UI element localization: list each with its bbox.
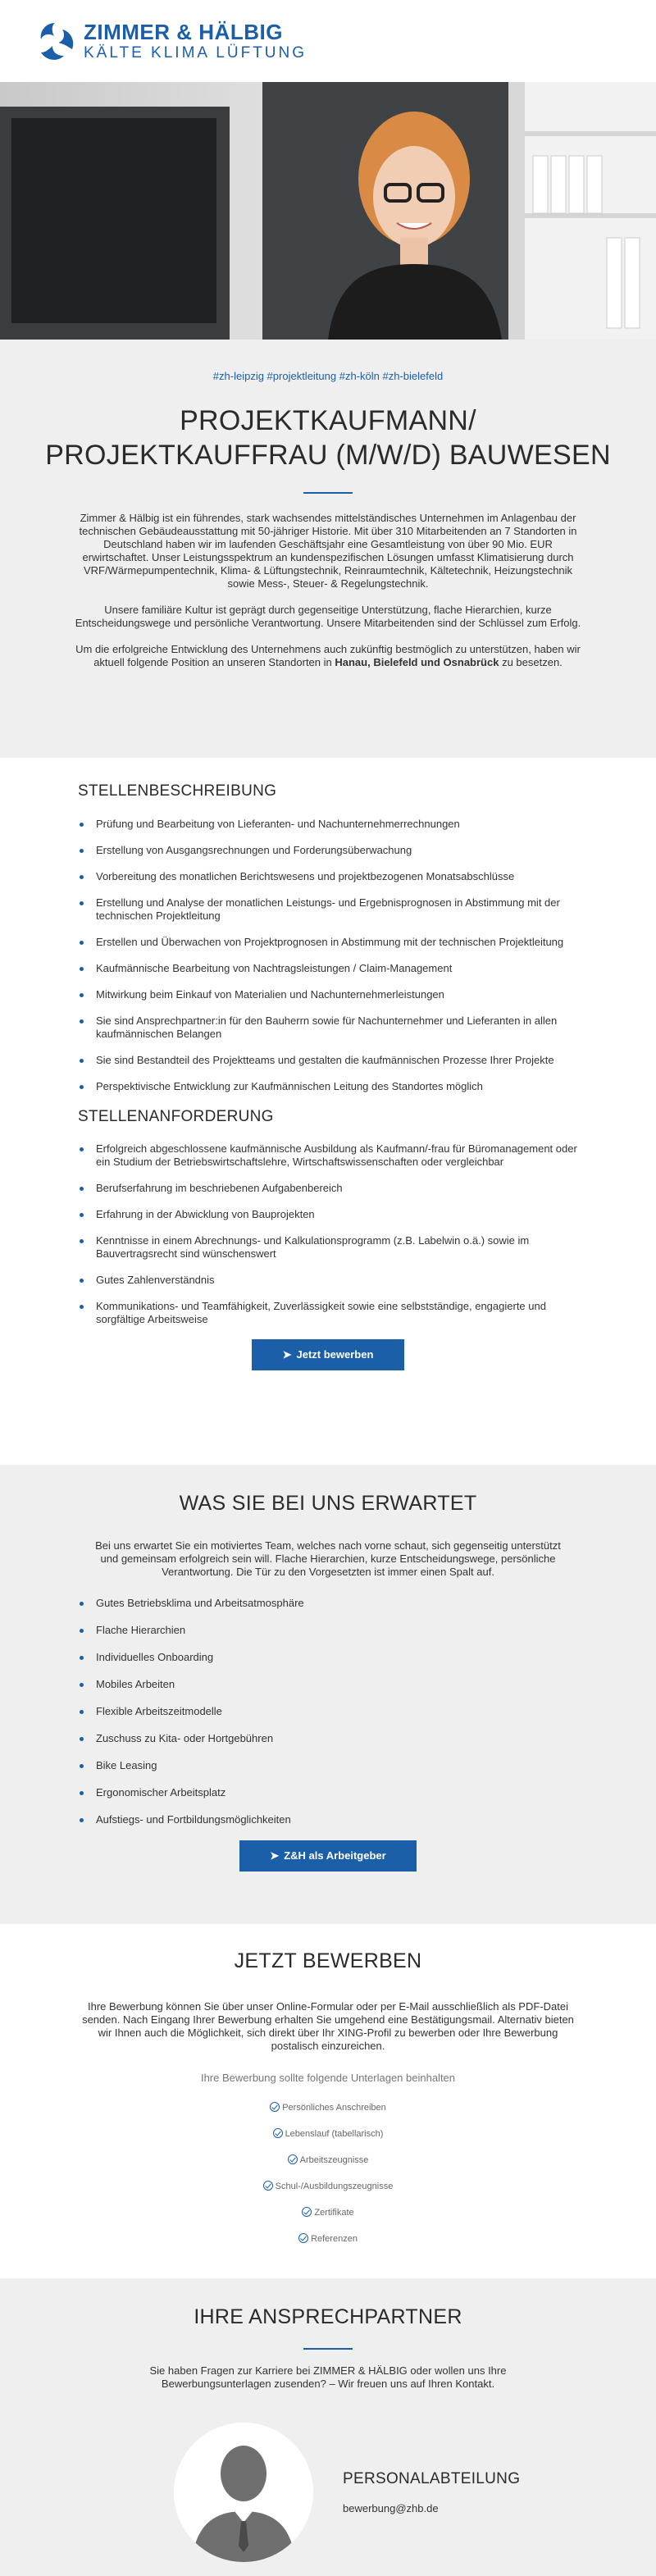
list-item: Erstellung von Ausgangsrechnungen und Forderungsüberwachung xyxy=(78,844,578,857)
list-item: Lebenslauf (tabellarisch) xyxy=(0,2127,656,2141)
logo-tagline: KÄLTE KLIMA LÜFTUNG xyxy=(84,44,308,62)
list-item: Flexible Arbeitszeitmodelle xyxy=(78,1705,578,1718)
list-item: Zuschuss zu Kita- oder Hortgebühren xyxy=(78,1732,578,1745)
job-title xyxy=(0,403,656,472)
list-item: Erfolgreich abgeschlossene kaufmännische Ausbildung als Kaufmann/-frau für Büromanagement oder ein Studium der Betriebswirtschaftslehre, Wirtschaftswissenschaften oder vergleichbar xyxy=(78,1142,578,1169)
locations: Hanau, Bielefeld und Osnabrück xyxy=(335,656,499,669)
apply-heading: JETZT BEWERBEN xyxy=(234,1949,422,1972)
employer-button[interactable] xyxy=(239,1840,417,1872)
site-header xyxy=(0,0,656,82)
check-circle-icon xyxy=(298,2233,308,2243)
list-item: Erfahrung in der Abwicklung von Bauprojekten xyxy=(78,1208,578,1221)
intro-paragraph-1: Zimmer & Hälbig ist ein führendes, stark wachsendes mittelständisches Unternehmen im Anlagenbau der technischen Gebäudeausstattung mit 50-jähriger Historie. Mit über 310 Mitarbeitenden an 7 Standorten in Deutschland haben wir im laufenden Geschäftsjahr eine Gesamtleistung von über 90 Mio. EUR erwirtschaftet. Unser Leistungsspektrum an kundenspezifischen Lösungen umfasst Klimatisierung durch VRF/Wärmepumpentechnik, Klima- & Lüftungstechnik, Reinraumtechnik, Kältetechnik, Heizungstechnik sowie Mess-, Steuer- & Regelungstechnik. xyxy=(79,512,577,590)
contact-email-link[interactable]: bewerbung@zhb.de xyxy=(343,2502,439,2515)
list-item: Prüfung und Bearbeitung von Lieferanten- und Nachunternehmerrechnungen xyxy=(78,818,578,831)
intro-section xyxy=(0,340,656,758)
paper-plane-icon: ➤ xyxy=(270,1849,280,1862)
list-item: Bike Leasing xyxy=(78,1759,578,1772)
logo-mark-icon xyxy=(33,20,77,64)
list-item: Gutes Zahlenverständnis xyxy=(78,1274,578,1287)
hero-image xyxy=(0,82,656,340)
job-description-section xyxy=(0,758,656,1465)
list-item: Vorbereitung des monatlichen Berichtswesens und projektbezogenen Monatsabschlüsse xyxy=(78,870,578,883)
list-item: Schul-/Ausbildungszeugnisse xyxy=(0,2179,656,2194)
list-item: Erstellung und Analyse der monatlichen Leistungs- und Ergebnisprognosen in Abstimmung mit der technischen Projektleitung xyxy=(78,896,578,923)
benefits-list xyxy=(78,1597,578,1826)
company-logo[interactable] xyxy=(33,20,307,64)
list-item: Perspektivische Entwicklung zur Kaufmännischen Leitung des Standortes möglich xyxy=(78,1080,578,1093)
employer-label: Z&H als Arbeitgeber xyxy=(284,1849,386,1862)
description-list xyxy=(78,818,578,1093)
contact-section xyxy=(0,2278,656,2576)
check-circle-icon xyxy=(288,2154,298,2164)
contact-intro: Sie haben Fragen zur Karriere bei ZIMMER & HÄLBIG oder wollen uns Ihre Bewerbungsunterlagen zusenden? – Wir freuen uns auf Ihren Kontakt. xyxy=(149,2364,507,2390)
list-item: Sie sind Ansprechpartner:in für den Bauherrn sowie für Nachunternehmer und Lieferanten in allen kaufmännischen Belangen xyxy=(78,1014,578,1041)
check-circle-icon xyxy=(270,2102,280,2112)
list-item: Zertifikate xyxy=(0,2205,656,2220)
list-item: Berufserfahrung im beschriebenen Aufgabenbereich xyxy=(78,1182,578,1195)
list-item: Referenzen xyxy=(0,2232,656,2246)
list-item: Mobiles Arbeiten xyxy=(78,1678,578,1691)
hero-photo-illustration xyxy=(0,82,656,340)
contact-heading: IHRE ANSPRECHPARTNER xyxy=(194,2305,462,2328)
intro-paragraph-3: Um die erfolgreiche Entwicklung des Unternehmens auch zukünftig bestmöglich zu unterstützen, haben wir aktuell folgende Position an unseren Standorten in Hanau, Bielefeld und Osnabrück zu besetzen. xyxy=(75,643,581,669)
requirements-heading: STELLENANFORDERUNG xyxy=(78,1107,274,1125)
job-title-line2: PROJEKTKAUFFRAU (M/W/D) BAUWESEN xyxy=(45,440,611,472)
list-item: Ergonomischer Arbeitsplatz xyxy=(78,1786,578,1799)
list-item: Kenntnisse in einem Abrechnungs- und Kalkulationsprogramm (z.B. Labelwin o.ä.) sowie im Bauvertragsrecht sind wünschenswert xyxy=(78,1234,578,1261)
list-item: Erstellen und Überwachen von Projektprognosen in Abstimmung mit der technischen Projektleitung xyxy=(78,936,578,949)
list-item: Kaufmännische Bearbeitung von Nachtragsleistungen / Claim-Management xyxy=(78,962,578,975)
list-item: Kommunikations- und Teamfähigkeit, Zuverlässigkeit sowie eine selbstständige, engagierte und sorgfältige Arbeitsweise xyxy=(78,1300,578,1326)
list-item: Arbeitszeugnisse xyxy=(0,2153,656,2168)
list-item: Aufstiegs- und Fortbildungsmöglichkeiten xyxy=(78,1813,578,1826)
job-title-line1: PROJEKTKAUFMANN/ xyxy=(180,405,476,437)
list-item: Sie sind Bestandteil des Projektteams und gestalten die kaufmännischen Prozesse Ihrer Projekte xyxy=(78,1054,578,1067)
logo-name: ZIMMER & HÄLBIG xyxy=(84,20,283,44)
check-circle-icon xyxy=(302,2207,312,2217)
benefits-heading: WAS SIE BEI UNS ERWARTET xyxy=(179,1492,477,1515)
description-heading: STELLENBESCHREIBUNG xyxy=(78,782,277,800)
documents-heading: Ihre Bewerbung sollte folgende Unterlagen beinhalten xyxy=(200,2072,456,2084)
list-item: Persönliches Anschreiben xyxy=(0,2100,656,2115)
benefits-intro: Bei uns erwartet Sie ein motiviertes Team, welches nach vorne schaut, sich gegenseitig unterstützt und gemeinsam erfolgreich sein will. Flache Hierarchien, kurze Entscheidungswege, persönliche Verantwortung. Die Tür zu den Vorgesetzten ist immer einen Spalt auf. xyxy=(95,1539,561,1578)
hashtags[interactable]: #zh-leipzig #projektleitung #zh-köln #zh-bielefeld xyxy=(212,370,444,382)
requirements-list xyxy=(78,1142,578,1326)
benefits-section xyxy=(0,1465,656,1924)
list-item: Gutes Betriebsklima und Arbeitsatmosphäre xyxy=(78,1597,578,1610)
intro-paragraph-2: Unsere familiäre Kultur ist geprägt durch gegenseitige Unterstützung, flache Hierarchien, kurze Entscheidungswege und persönliche Verantwortung. Unsere Mitarbeitenden sind der Schlüssel zum Erfolg. xyxy=(75,604,581,630)
person-silhouette-icon xyxy=(174,2423,313,2562)
title-divider xyxy=(303,492,353,494)
apply-now-label: Jetzt bewerben xyxy=(296,1348,374,1361)
apply-section xyxy=(0,1924,656,2278)
contact-card xyxy=(174,2423,520,2562)
apply-now-button[interactable] xyxy=(252,1339,404,1370)
avatar xyxy=(174,2423,313,2562)
check-circle-icon xyxy=(263,2181,273,2191)
contact-name: PERSONALABTEILUNG xyxy=(343,2469,521,2487)
apply-intro: Ihre Bewerbung können Sie über unser Online-Formular oder per E-Mail ausschließlich als PDF-Datei senden. Nach Eingang Ihrer Bewerbung erhalten Sie umgehend eine Bestätigungsmail. Alternativ bieten wir Ihnen auch die Möglichkeit, sich direkt über Ihr XING-Profil zu bewerben oder Ihre Bewerbung postalisch einzureichen. xyxy=(82,2000,574,2052)
check-circle-icon xyxy=(273,2128,283,2138)
list-item: Flache Hierarchien xyxy=(78,1624,578,1637)
list-item: Individuelles Onboarding xyxy=(78,1651,578,1664)
documents-list xyxy=(0,2100,656,2246)
contact-divider xyxy=(303,2348,353,2350)
list-item: Mitwirkung beim Einkauf von Materialien und Nachunternehmerleistungen xyxy=(78,988,578,1001)
paper-plane-icon: ➤ xyxy=(282,1348,292,1361)
